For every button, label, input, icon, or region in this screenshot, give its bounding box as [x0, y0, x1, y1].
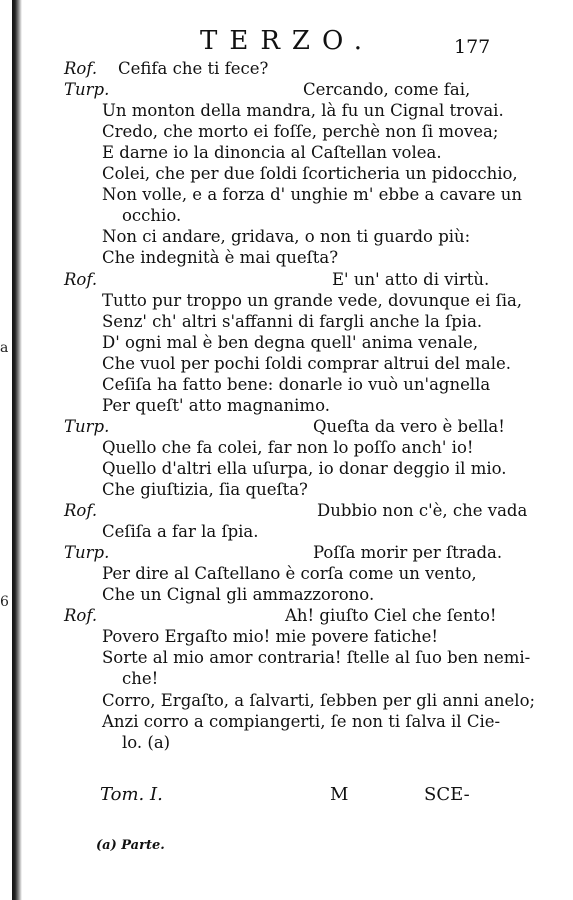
- verse-line: [0, 500, 573, 522]
- line-text: Senz' ch' altri s'affanni di fargli anche la ſpia.: [102, 311, 483, 331]
- verse-line: [0, 79, 573, 101]
- verse-line: [0, 332, 573, 354]
- line-text: Quello d'altri ella uſurpa, io donar deggio il mio.: [102, 458, 507, 478]
- verse-line: [0, 100, 573, 122]
- line-text: Per queſt' atto magnanimo.: [102, 395, 330, 415]
- speaker-name: Turp.: [64, 80, 110, 100]
- signature-mark: M: [330, 784, 349, 805]
- line-text: Sorte al mio amor contraria! ſtelle al ſuo ben nemi-: [102, 648, 531, 668]
- line-text-continued: Cercando, come fai,: [303, 80, 471, 100]
- verse-line: [0, 690, 573, 712]
- verse-line: [0, 458, 573, 480]
- line-text: Ceſiſa ha fatto bene: donarle io vuò un'agnella: [102, 374, 491, 394]
- line-text: Un monton della mandra, là fu un Cignal trovai.: [102, 101, 504, 121]
- speaker-name: Rof.: [64, 59, 98, 78]
- verse-line: [0, 205, 573, 227]
- line-text-continued: Ah! giuſto Ciel che ſento!: [285, 606, 497, 626]
- verse-line: [0, 121, 573, 143]
- line-text-continued: E' un' atto di virtù.: [332, 269, 490, 289]
- verse-line: [0, 479, 573, 501]
- line-text: Credo, che morto ei foſſe, perchè non ſi movea;: [102, 122, 499, 142]
- line-text: Che indegnità è mai queſta?: [102, 248, 339, 268]
- speaker-name: Turp.: [64, 416, 110, 436]
- margin-mark: a: [0, 340, 9, 356]
- verse-line: [0, 269, 573, 291]
- verse-line: [0, 247, 573, 269]
- line-text: Che vuol per pochi ſoldi comprar altrui del male.: [102, 353, 512, 373]
- verse-line: [0, 416, 573, 438]
- verse-line: [0, 163, 573, 185]
- margin-mark: 6: [0, 594, 9, 610]
- verse-line: [0, 626, 573, 648]
- verse-line: [0, 605, 573, 627]
- verse-line: [0, 732, 573, 754]
- line-text: lo. (a): [122, 732, 171, 752]
- footnote: (a) Parte.: [96, 838, 165, 853]
- line-text: occhio.: [122, 206, 182, 226]
- line-text: Per dire al Caſtellano è corſa come un vento,: [102, 564, 477, 584]
- line-text: Quello che fa colei, far non lo poſſo anch' io!: [102, 437, 474, 457]
- line-text: Non volle, e a forza d' unghie m' ebbe a cavare un: [102, 185, 522, 205]
- verse-line: [0, 311, 573, 333]
- verse-line: [0, 142, 573, 164]
- line-text: Che un Cignal gli ammazzorono.: [102, 585, 375, 605]
- line-text-continued: Dubbio non c'è, che vada: [317, 501, 528, 521]
- verse-line: [0, 353, 573, 375]
- verse-line: [0, 647, 573, 669]
- verse-line: [0, 395, 573, 417]
- running-title: TERZO.: [200, 26, 375, 56]
- line-text: D' ogni mal è ben degna quell' anima venale,: [102, 332, 479, 352]
- verse-line: [0, 563, 573, 585]
- volume-mark: Tom. I.: [100, 784, 163, 805]
- line-text: Povero Ergaſto mio! mie povere fatiche!: [102, 627, 439, 647]
- line-text: Ceſiſa a far la ſpia.: [102, 522, 259, 542]
- line-text: Corro, Ergaſto, a ſalvarti, ſebben per gli anni anelo;: [102, 690, 536, 710]
- verse-line: [0, 290, 573, 312]
- line-text: Non ci andare, gridava, o non ti guardo più:: [102, 227, 471, 247]
- line-text: Colei, che per due ſoldi ſcorticheria un pidocchio,: [102, 164, 518, 184]
- speaker-name: Rof.: [64, 606, 98, 626]
- verse-line: [0, 58, 573, 80]
- verse-line: [0, 711, 573, 733]
- verse-line: [0, 521, 573, 543]
- line-text-continued: Queſta da vero è bella!: [313, 416, 505, 436]
- verse-line: [0, 437, 573, 459]
- line-text-continued: Poſſa morir per ſtrada.: [313, 543, 503, 563]
- speaker-name: Rof.: [64, 269, 98, 289]
- verse-line: [0, 226, 573, 248]
- catchword: SCE-: [424, 784, 470, 805]
- verse-line: [0, 584, 573, 606]
- line-text: Tutto pur troppo un grande vede, dovunque ei ſia,: [102, 290, 523, 310]
- line-text: Anzi corro a compiangerti, ſe non ti ſalva il Cie-: [102, 711, 501, 731]
- verse-line: [0, 374, 573, 396]
- verse-line: [0, 184, 573, 206]
- line-text: E darne io la dinoncia al Caſtellan volea.: [102, 143, 442, 163]
- verse-line: [0, 542, 573, 564]
- speaker-name: Turp.: [64, 543, 110, 563]
- line-text: che!: [122, 669, 159, 689]
- line-text: Cefifa che ti fece?: [118, 59, 269, 78]
- page-number: 177: [454, 36, 491, 58]
- verse-line: [0, 668, 573, 690]
- speaker-name: Rof.: [64, 501, 98, 521]
- line-text: Che giuſtizia, ſia queſta?: [102, 480, 308, 499]
